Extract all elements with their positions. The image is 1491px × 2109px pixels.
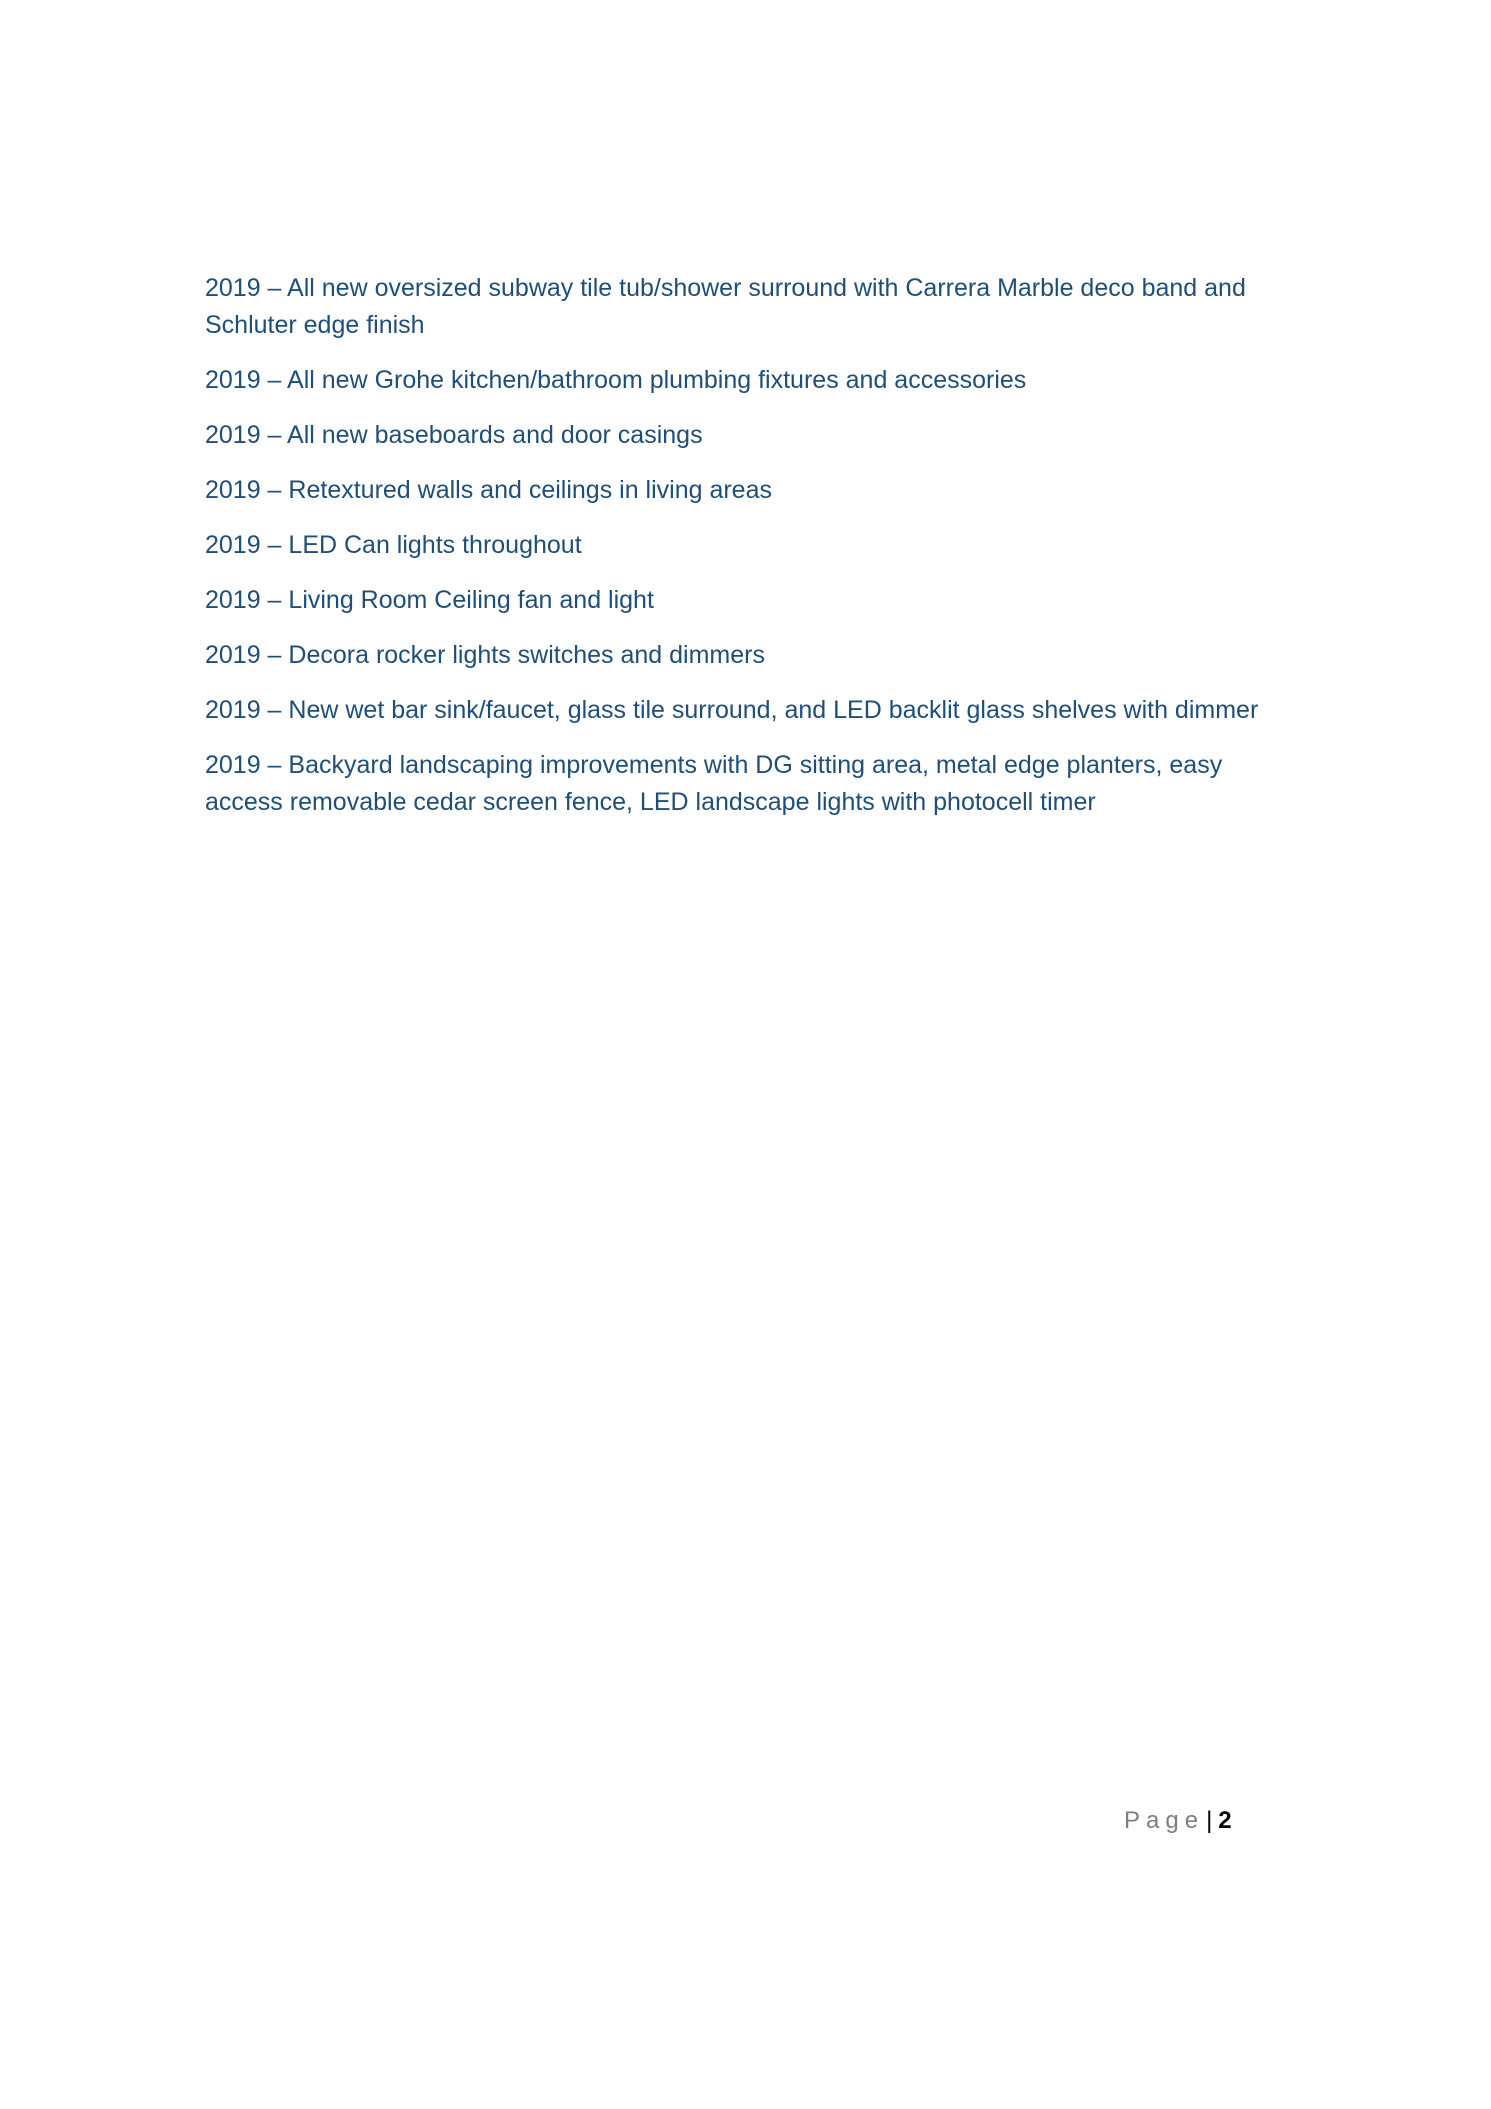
page-footer [1124,1806,1232,1836]
list-item: 2019 – Backyard landscaping improvements with DG sitting area, metal edge planters, easy access removable cedar screen fence, LED landscape lights with photocell timer [205,751,1223,816]
list-item: 2019 – LED Can lights throughout [205,531,582,559]
list-item: 2019 – All new baseboards and door casings [205,421,703,449]
list-item: 2019 – Decora rocker lights switches and dimmers [205,641,765,669]
page-number: 2 [1218,1807,1232,1834]
list-item: 2019 – All new Grohe kitchen/bathroom plumbing fixtures and accessories [205,366,1027,394]
list-item: 2019 – New wet bar sink/faucet, glass tile surround, and LED backlit glass shelves with dimmer [205,696,1259,724]
page-label: Page [1124,1807,1205,1834]
list-item: 2019 – Living Room Ceiling fan and light [205,586,654,614]
footer-separator: | [1206,1807,1213,1834]
list-item: 2019 – Retextured walls and ceilings in living areas [205,476,772,504]
improvement-list [205,270,1290,839]
list-item: 2019 – All new oversized subway tile tub/shower surround with Carrera Marble deco band and Schluter edge finish [205,274,1246,339]
